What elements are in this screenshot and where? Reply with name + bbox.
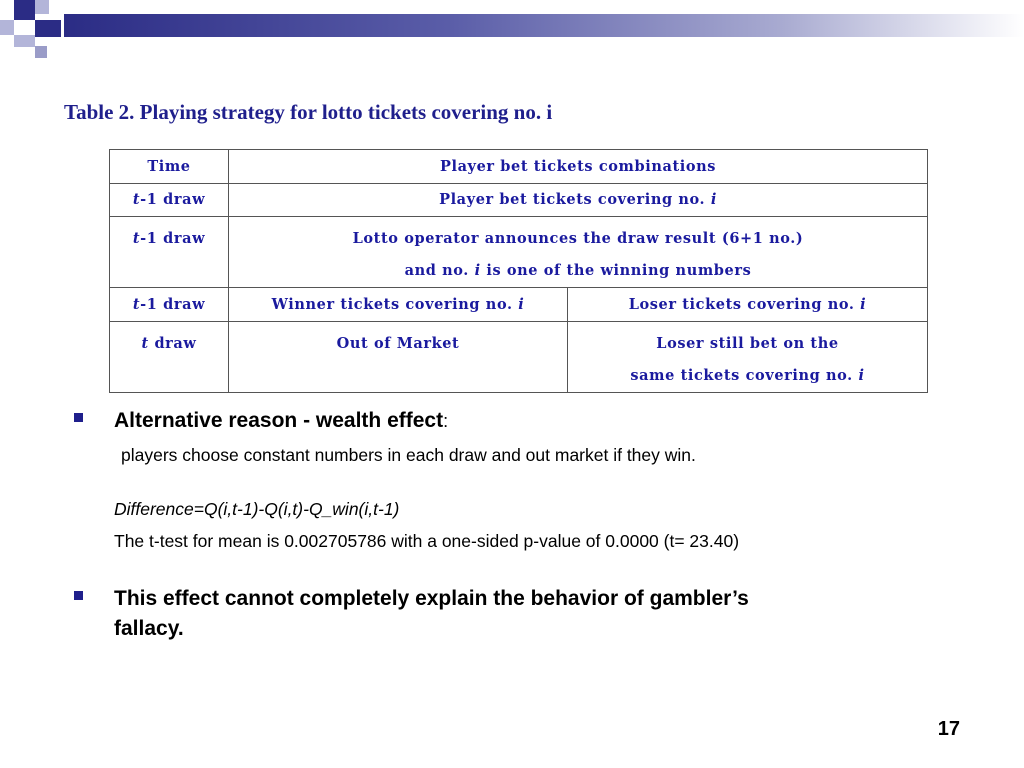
row4-loser-cell	[568, 322, 928, 393]
bullet-item-wealth-effect	[72, 406, 972, 552]
bullet1-formula: Difference=Q(i,t-1)-Q(i,t)-Q_win(i,t-1)	[114, 499, 400, 519]
row2-text-cell	[229, 217, 928, 288]
row2-time-cell	[110, 217, 229, 288]
row1-time-text: -1 draw	[140, 191, 206, 208]
row2-line1: Lotto operator announces the draw result (6+1 no.)	[352, 230, 804, 247]
strategy-table	[109, 149, 928, 393]
bullet1-ttest: The t-test for mean is 0.002705786 with a one-sided p-value of 0.0000 (t= 23.40)	[114, 531, 740, 551]
row2-line2-prefix: and no.	[404, 262, 475, 279]
bullet-square-icon	[74, 413, 83, 422]
row4-out-cell	[229, 322, 568, 393]
bullet1-title: Alternative reason - wealth effect	[114, 409, 444, 432]
row4-loser-line2-text: same tickets covering no.	[630, 367, 859, 384]
deco-square-4	[35, 20, 61, 37]
page-number: 17	[937, 718, 960, 740]
row1-text: Player bet tickets covering no.	[439, 191, 711, 208]
header-time-cell	[110, 150, 229, 184]
deco-square-1	[14, 0, 35, 20]
bullet2-line2: fallacy.	[114, 617, 184, 640]
row3-winner-text: Winner tickets covering no.	[271, 295, 519, 313]
row2-line2-suffix: is one of the winning numbers	[480, 262, 752, 279]
header-combos-cell	[229, 150, 928, 184]
deco-square-3	[0, 20, 14, 35]
bullet-square-icon	[74, 591, 83, 600]
table-row	[110, 184, 928, 217]
row4-out-text: Out of Market	[336, 335, 460, 352]
row3-winner-cell	[229, 288, 568, 322]
table-header-row	[110, 150, 928, 184]
slide-decoration	[0, 0, 1024, 70]
deco-square-5	[14, 35, 35, 47]
row3-loser-var: i	[860, 295, 867, 313]
table-row	[110, 217, 928, 288]
table-row	[110, 288, 928, 322]
row2-time-text: -1 draw	[140, 230, 206, 247]
row3-time-var: t	[132, 295, 141, 313]
row4-loser-line2-var: i	[858, 367, 865, 384]
deco-square-2	[35, 0, 49, 14]
bullet2-line1: This effect cannot completely explain the behavior of gambler’s	[114, 587, 749, 610]
row3-winner-var: i	[518, 295, 525, 313]
bullet1-heading	[114, 406, 972, 436]
bullet-item-conclusion	[72, 584, 972, 644]
row2-time-var: t	[132, 230, 141, 247]
header-time-text: Time	[147, 157, 191, 175]
deco-square-6	[35, 46, 47, 58]
row1-text-cell	[229, 184, 928, 217]
row4-time-text: draw	[148, 335, 197, 352]
row2-line2	[233, 255, 923, 287]
bullet1-line1: players choose constant numbers in each draw and out market if they win.	[121, 445, 696, 465]
slide-title: Table 2. Playing strategy for lotto tickets covering no. i	[64, 100, 553, 124]
header-gradient-bar	[64, 14, 1024, 37]
row3-time-text: -1 draw	[140, 295, 206, 313]
row1-time-var: t	[132, 191, 141, 208]
bullet-list	[72, 406, 972, 644]
row1-time-cell	[110, 184, 229, 217]
row2-line2-var: i	[474, 262, 481, 279]
row3-time-cell	[110, 288, 229, 322]
row4-time-var: t	[141, 335, 149, 352]
row4-loser-line2	[572, 360, 923, 392]
row3-loser-cell	[568, 288, 928, 322]
row1-text-var: i	[710, 191, 717, 208]
bullet1-colon: :	[443, 411, 449, 431]
table-row	[110, 322, 928, 393]
header-combos-text: Player bet tickets combinations	[439, 157, 717, 175]
row4-time-cell	[110, 322, 229, 393]
row4-loser-line1: Loser still bet on the	[656, 335, 839, 352]
row3-loser-text: Loser tickets covering no.	[628, 295, 861, 313]
